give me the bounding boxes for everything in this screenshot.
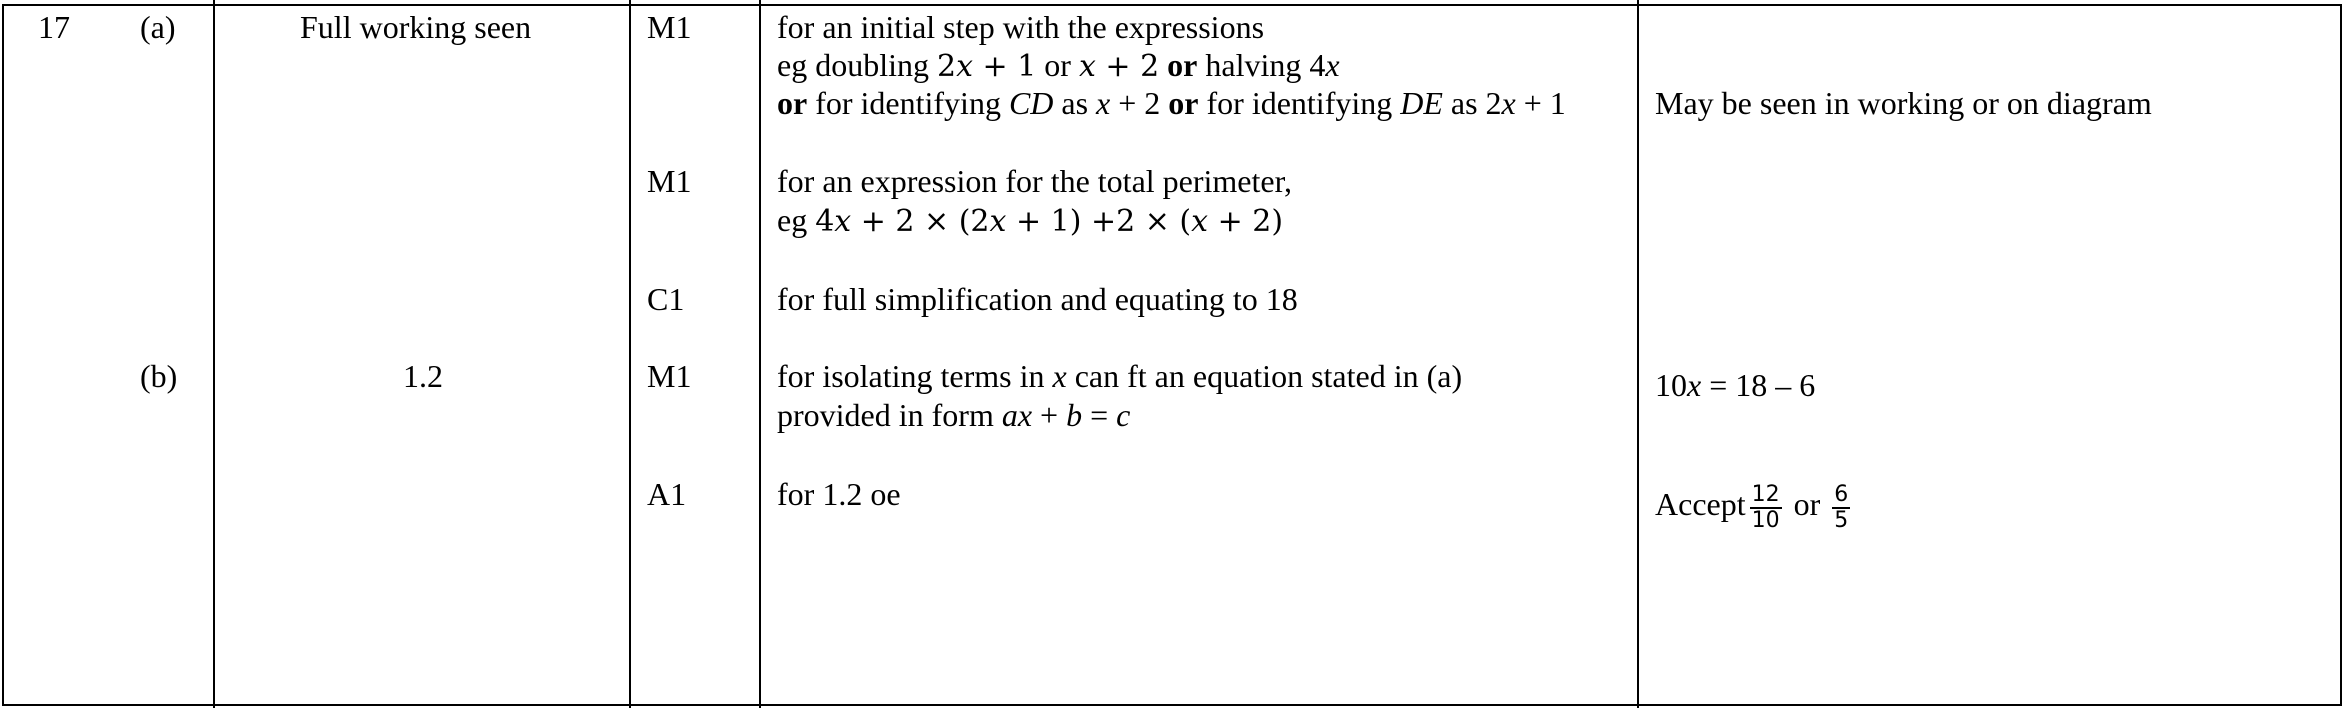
column-divider [213,0,215,708]
fraction-six-fifths [1832,483,1850,533]
guidance-note [1655,474,1854,534]
fraction-twelve-tenths [1750,483,1782,533]
mark-code: C1 [647,281,685,317]
mark-note-line: for an initial step with the expressions [777,9,1265,45]
part-label-b: (b) [140,358,178,394]
fraction-numerator: 6 [1834,481,1849,507]
mark-code: M1 [647,163,692,199]
mark-note-line: for isolating terms in x can ft an equation stated in (a) [777,358,1463,394]
mark-note-line: eg doubling 2x + 1 or x + 2 or halving 4x [777,47,1340,84]
mark-note-line: for an expression for the total perimeter, [777,163,1292,199]
column-divider [1637,0,1639,708]
answer-b: 1.2 [403,358,443,394]
guidance-note: 10x = 18 – 6 [1655,367,1816,403]
column-divider [629,0,631,708]
accept-label: Accept [1655,486,1746,522]
mark-note-line: or for identifying CD as x + 2 or for identifying DE as 2x + 1 [777,85,1566,121]
mark-code: M1 [647,358,692,394]
fraction-denominator: 5 [1834,507,1849,533]
mark-note-line: provided in form ax + b = c [777,397,1131,433]
mark-note-line: for full simplification and equating to 18 [777,281,1298,317]
guidance-note: May be seen in working or on diagram [1655,85,2152,121]
answer-a: Full working seen [300,9,532,45]
or-connector: or [1793,486,1821,522]
column-divider [759,0,761,708]
mark-note-line: eg 4x + 2 × (2x + 1) +2 × (x + 2) [777,202,1284,239]
mark-note-line: for 1.2 oe [777,476,901,512]
fraction-numerator: 12 [1751,481,1780,507]
mark-code: A1 [647,476,687,512]
question-number: 17 [38,9,70,45]
part-label-a: (a) [140,9,176,45]
mark-code: M1 [647,9,692,45]
fraction-denominator: 10 [1751,507,1780,533]
